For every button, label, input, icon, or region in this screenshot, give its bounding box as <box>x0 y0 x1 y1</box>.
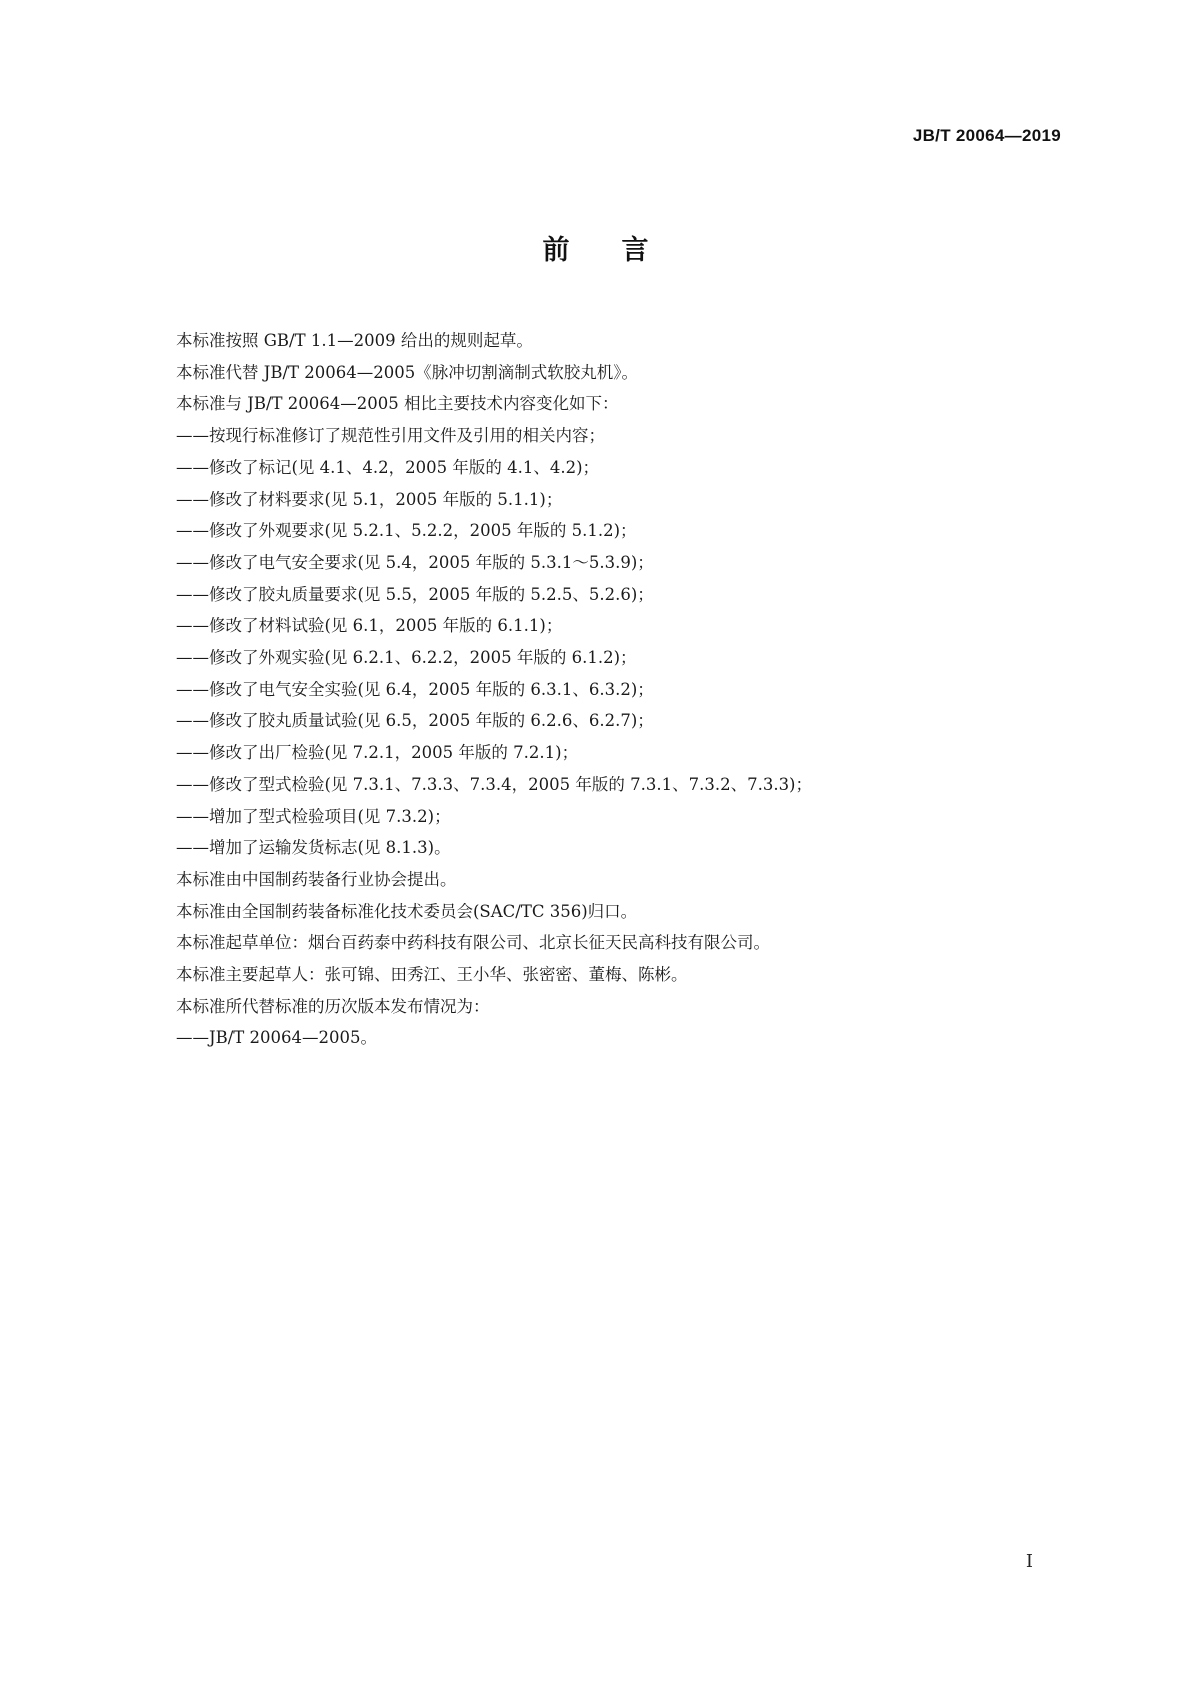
change-list-item: ——修改了型式检验(见 7.3.1、7.3.3、7.3.4，2005 年版的 7.3.1、7.3.2、7.3.3)； <box>176 774 812 794</box>
change-list-item: ——增加了运输发货标志(见 8.1.3)。 <box>176 838 451 858</box>
paragraph: 本标准起草单位：烟台百药泰中药科技有限公司、北京长征天民高科技有限公司。 <box>176 933 770 953</box>
page-title: 前言 <box>542 235 701 266</box>
paragraph: 本标准所代替标准的历次版本发布情况为： <box>176 996 490 1016</box>
paragraph: 本标准代替 JB/T 20064—2005《脉冲切割滴制式软胶丸机》。 <box>176 362 639 382</box>
change-list-item: ——修改了材料要求(见 5.1，2005 年版的 5.1.1)； <box>176 489 563 509</box>
standard-code: JB/T 20064—2019 <box>912 126 1061 145</box>
change-list-item: ——修改了材料试验(见 6.1，2005 年版的 6.1.1)； <box>176 616 563 636</box>
change-list-item: ——修改了电气安全实验(见 6.4，2005 年版的 6.3.1、6.3.2)； <box>176 679 654 699</box>
foreword-body <box>176 325 1056 1054</box>
change-list-item: ——修改了出厂检验(见 7.2.1，2005 年版的 7.2.1)； <box>176 743 579 763</box>
paragraph: 本标准按照 GB/T 1.1—2009 给出的规则起草。 <box>176 331 533 350</box>
change-list-item: ——修改了胶丸质量试验(见 6.5，2005 年版的 6.2.6、6.2.7)； <box>176 711 654 731</box>
page-number: I <box>1025 1551 1033 1572</box>
change-list-item: ——修改了胶丸质量要求(见 5.5，2005 年版的 5.2.5、5.2.6)； <box>176 584 654 604</box>
paragraph: 本标准由全国制药装备标准化技术委员会(SAC/TC 356)归口。 <box>176 901 638 921</box>
change-list-item: ——修改了电气安全要求(见 5.4，2005 年版的 5.3.1～5.3.9)； <box>176 552 654 572</box>
change-list-item: ——修改了标记(见 4.1、4.2，2005 年版的 4.1、4.2)； <box>176 457 600 477</box>
paragraph: 本标准由中国制药装备行业协会提出。 <box>176 869 457 889</box>
change-list-item: ——修改了外观要求(见 5.2.1、5.2.2，2005 年版的 5.1.2)； <box>176 521 637 541</box>
change-list-item: ——修改了外观实验(见 6.2.1、6.2.2，2005 年版的 6.1.2)； <box>176 648 637 668</box>
change-list-item: ——按现行标准修订了规范性引用文件及引用的相关内容； <box>176 426 605 446</box>
paragraph: 本标准主要起草人：张可锦、田秀江、王小华、张密密、董梅、陈彬。 <box>176 965 688 985</box>
change-list-item: ——增加了型式检验项目(见 7.3.2)； <box>176 806 451 826</box>
paragraph: 本标准与 JB/T 20064—2005 相比主要技术内容变化如下： <box>176 394 619 414</box>
version-history-item: ——JB/T 20064—2005。 <box>176 1028 378 1048</box>
